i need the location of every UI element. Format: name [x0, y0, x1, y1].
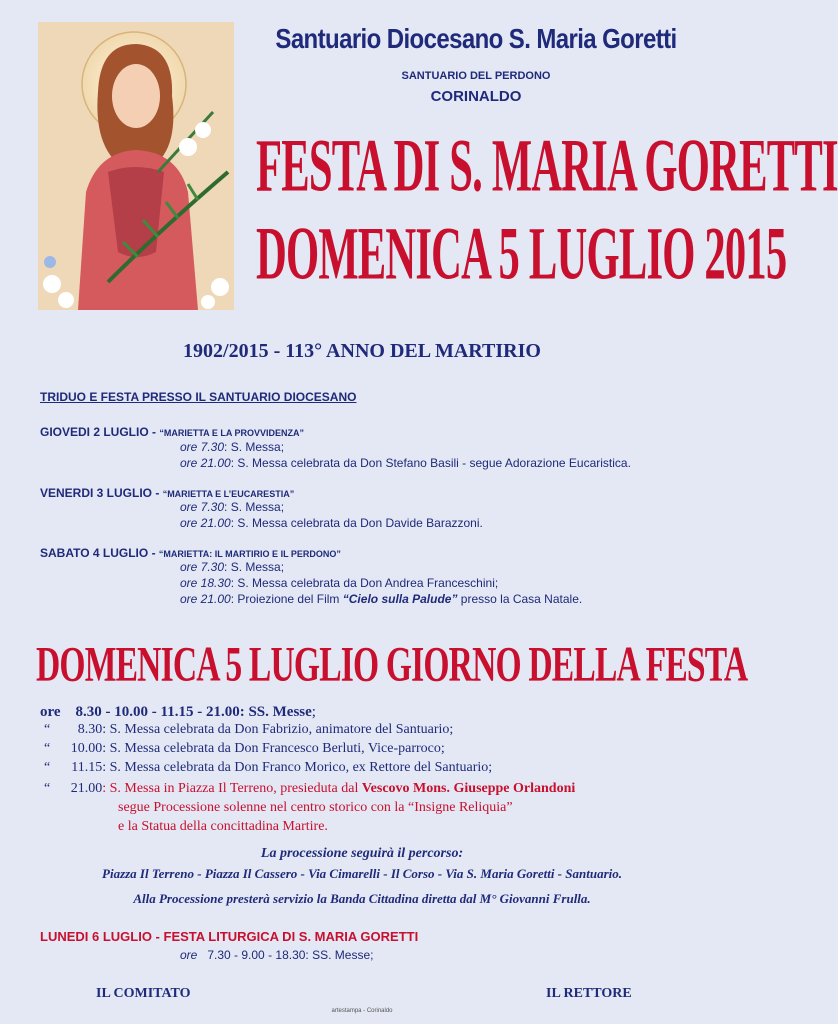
town-name: CORINALDO — [430, 88, 522, 105]
sanctuary-title: Santuario Diocesano S. Maria Goretti — [275, 24, 677, 56]
day-label: GIOVEDI 2 LUGLIO - — [40, 425, 160, 439]
anniversary: 1902/2015 - 113° ANNO DEL MARTIRIO — [183, 340, 541, 362]
saint-image — [38, 22, 234, 310]
day-label: VENERDI 3 LUGLIO - — [40, 486, 163, 500]
signature-rector: IL RETTORE — [546, 986, 632, 1001]
band-note: Alla Processione presterà servizio la Banda Cittadina diretta dal M° Giovanni Frulla. — [133, 891, 591, 906]
day-theme: “MARIETTA E LA PROVVIDENZA” — [159, 428, 305, 438]
route-intro: La processione seguirà il percorso: — [260, 846, 464, 861]
day2-line1: ore 7.30: S. Messa; — [180, 500, 285, 514]
day-theme: “MARIETTA: IL MARTIRIO E IL PERDONO” — [158, 549, 341, 559]
festa-evening-line3: e la Statua della concittadina Martire. — [118, 819, 328, 834]
day1-line1: ore 7.30: S. Messa; — [180, 440, 285, 454]
printer-credit: artestampa - Corinaldo — [331, 1008, 393, 1014]
route: Piazza Il Terreno - Piazza Il Cassero - Via Cimarelli - Il Corso - Via S. Maria Goretti - Santuario. — [102, 866, 622, 881]
day-theme: “MARIETTA E L’EUCARESTIA” — [162, 489, 295, 499]
day2-line2: ore 21.00: S. Messa celebrata da Don Davide Barazzoni. — [180, 516, 483, 530]
signature-committee: IL COMITATO — [96, 986, 191, 1001]
saint-illustration — [38, 22, 234, 310]
masses-line: ore 8.30 - 10.00 - 11.15 - 21.00: SS. Messe; — [40, 704, 316, 720]
day3-line1: ore 7.30: S. Messa; — [180, 560, 285, 574]
day3-line3: ore 21.00: Proiezione del Film “Cielo sulla Palude” presso la Casa Natale. — [180, 592, 583, 606]
festa-item-2: “ 10.00: S. Messa celebrata da Don Francesco Berluti, Vice-parroco; — [44, 741, 445, 756]
festa-item-3: “ 11.15: S. Messa celebrata da Don Franco Morico, ex Rettore del Santuario; — [44, 760, 493, 775]
festa-heading: DOMENICA 5 LUGLIO GIORNO DELLA FESTA — [36, 635, 748, 692]
bishop-name: Vescovo Mons. Giuseppe Orlandoni — [361, 781, 576, 796]
lunedi-line: ore 7.30 - 9.00 - 18.30: SS. Messe; — [180, 948, 374, 962]
triduo-day-1 — [40, 423, 304, 441]
festa-evening: “ 21.00: S. Messa in Piazza Il Terreno, presieduta dal Vescovo Mons. Giuseppe Orlandoni — [44, 781, 576, 796]
sanctuary-subtitle: SANTUARIO DEL PERDONO — [401, 70, 551, 82]
headline-line2: DOMENICA 5 LUGLIO 2015 — [256, 213, 787, 297]
day3-line2: ore 18.30: S. Messa celebrata da Don Andrea Franceschini; — [180, 576, 499, 590]
headline-line1: FESTA DI S. MARIA GORETTI — [256, 125, 838, 209]
festa-evening-line2: segue Processione solenne nel centro storico con la “Insigne Reliquia” — [118, 800, 513, 815]
lunedi-heading: LUNEDI 6 LUGLIO - FESTA LITURGICA DI S. MARIA GORETTI — [40, 929, 419, 944]
film-title: “Cielo sulla Palude” — [342, 592, 458, 606]
day-label: SABATO 4 LUGLIO - — [40, 546, 159, 560]
festa-item-1: “ 8.30: S. Messa celebrata da Don Fabrizio, animatore del Santuario; — [44, 722, 454, 737]
triduo-heading: TRIDUO E FESTA PRESSO IL SANTUARIO DIOCESANO — [40, 390, 357, 404]
day1-line2: ore 21.00: S. Messa celebrata da Don Stefano Basili - segue Adorazione Eucaristica. — [180, 456, 631, 470]
